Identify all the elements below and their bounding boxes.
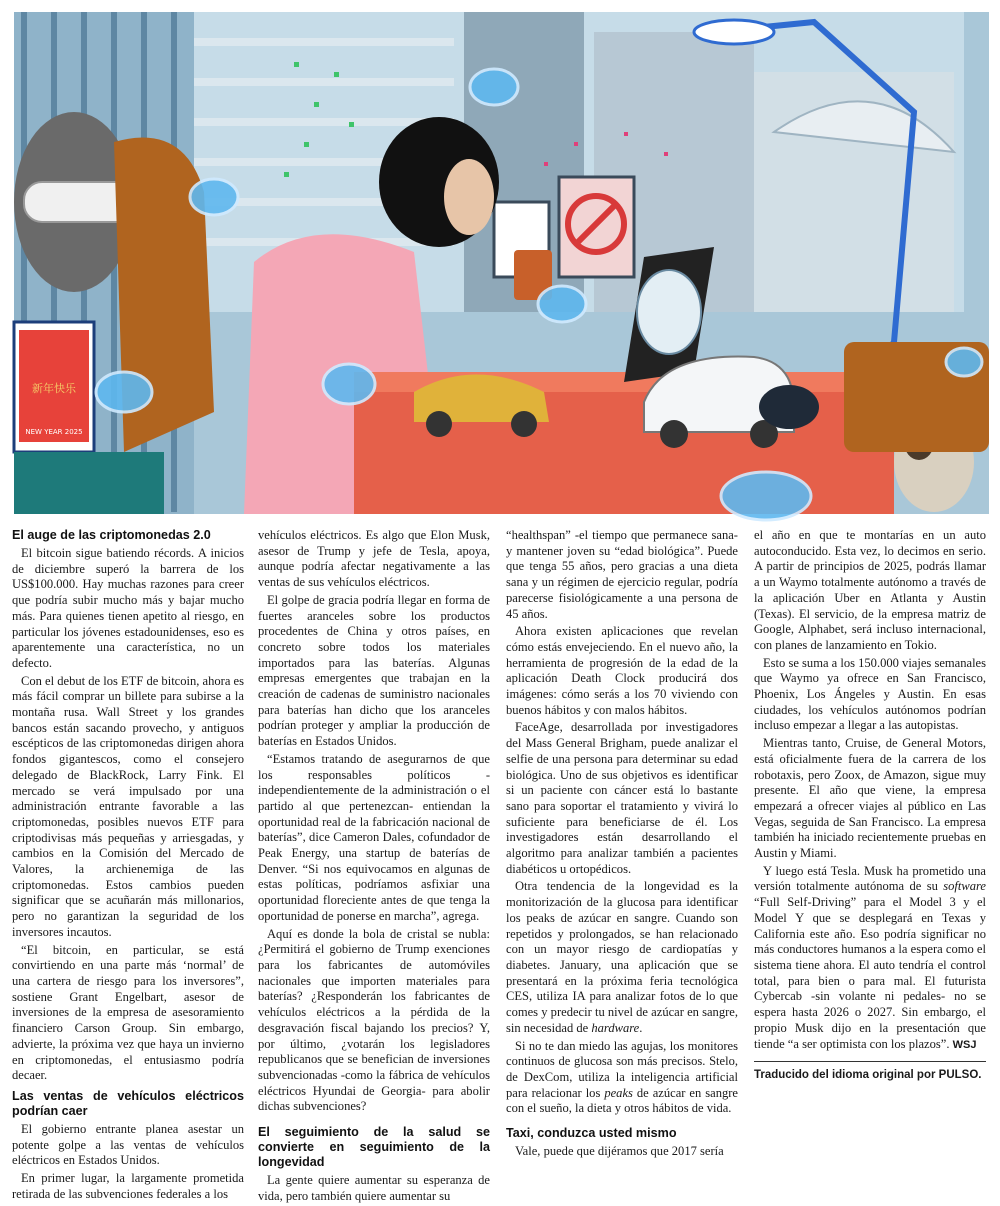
wsj-signoff: WSJ: [952, 1038, 977, 1051]
taxi-paragraph-1a: Vale, puede que dijéramos que 2017 sería: [515, 1144, 724, 1159]
health-p4-italic: hardware: [591, 1020, 640, 1035]
health-paragraph-1b: “healthspan” -el tiempo que permanece sana- y mantener joven su “edad biológica”. Puede que tenga 55 años, pero gracias a una dieta sana y un régimen de ejercicio regular, podría parecerse fisiológicamente a una persona de 45 años.: [506, 528, 738, 621]
robot-head: [637, 270, 701, 354]
crypto-paragraph-3: “El bitcoin, en particular, se está convirtiendo en una parte más ‘normal’ de una cartera de riesgo para los inversores”, sostiene Grant Engelbart, asesor de inversiones de la empresa de asesoramiento financiero Carson Group. Sin embargo, advierte, la próxima vez que haya un invierno en criptomonedas, el entusiasmo podría decaer.: [12, 942, 244, 1083]
side-table: [14, 452, 164, 514]
column-4: [754, 528, 986, 1082]
ev-paragraph-5: Aquí es donde la bola de cristal se nubla: ¿Permitirá el gobierno de Trump exenciones para los fabricantes de automóviles nacionales que importen materiales para baterías? ¿Responderán los fabricantes de vehículos eléctricos a la pérdida de la desgravación fiscal bajando los precios? Y, por último, ¿votarán los legisladores republicanos que se benefician de inversiones subvencionadas -como la fábrica de vehículos eléctricos Hyundai de Georgia- para abolir dichas subvenciones?: [258, 926, 490, 1114]
ev-paragraph-2b: vehículos eléctricos. Es algo que Elon Musk, asesor de Trump y jefe de Tesla, apoya, aunque podría afectar negativamente a las ventas de sus vehículos eléctricos.: [258, 528, 490, 590]
ev-paragraph-3: El golpe de gracia podría llegar en forma de fuertes aranceles sobre los productos procedentes de China y otros países, en concreto sobre todos los materiales importados para las baterías. Algunas empresas emergentes que trabajan en la creación de cadenas de suministro nacionales para baterías han dicho que los aranceles podrían proteger y ampliar la producción de baterías en Estados Unidos.: [258, 592, 490, 749]
column-2: [258, 528, 490, 1206]
taxi-paragraph-4: [754, 864, 986, 1053]
health-paragraph-2: Ahora existen aplicaciones que revelan cómo estás envejeciendo. En el nuevo año, la herramienta de progresión de la edad de la aplicación Death Clock producirá dos imágenes: cómo serás a los 70 viviendo con buenos hábitos y con malos hábitos.: [506, 624, 738, 717]
laptop-glyphs: 新年快乐: [32, 382, 76, 395]
health-p5-text-a: Si no te dan miedo las agujas, los monitores continuos de glucosa son más precisos. Stelo, de DexCom, utiliza la inteligencia artificial para relacionar los: [506, 1038, 738, 1100]
ev-paragraph-2a: En primer lugar, la largamente prometida retirada de las subvenciones federales a los: [12, 1171, 244, 1201]
taxi-p4-text-b: “Full Self-Driving” para el Model 3 y el Model Y que se desplegará en Texas y California este año. Eso podría significar no más conductores humanos a la espera como el sistema tiene ahora. El auto tendría el control total, para bien o para mal. El futurista Cybercab -sin volante ni pedales- no se espera hasta 2026 o 2027. Sin embargo, el propio Musk dijo en la presentación que tiende “a ser optimista con los plazos”.: [754, 895, 986, 1051]
translation-credit: Traducido del idioma original por PULSO.: [754, 1069, 982, 1082]
smart-speaker: [759, 385, 819, 429]
ev-heading: Las ventas de vehículos eléctricos podrían caer: [12, 1088, 244, 1118]
health-paragraph-5: [506, 1039, 738, 1118]
article-illustration: [14, 12, 989, 514]
health-heading: El seguimiento de la salud se convierte en seguimiento de la longevidad: [258, 1125, 490, 1170]
taxi-paragraph-1b: el año en que te montarías en un auto autoconducido. Esta vez, lo decimos en serio. A partir de principios de 2025, podrás llamar a un Waymo totalmente autónomo a través de la aplicación Uber en Atlanta y Austin (Texas). El servicio, de la empresa matriz de Google, Alphabet, será incluso internacional, con planes de lanzamiento en Tokio.: [754, 528, 986, 652]
health-p5-italic: peaks: [604, 1085, 633, 1100]
ev-paragraph-1: El gobierno entrante planea asestar un potente golpe a las ventas de vehículos eléctricos en Estados Unidos.: [12, 1121, 244, 1168]
taxi-heading: Taxi, conduzca usted mismo: [506, 1126, 677, 1141]
health-paragraph-4: [506, 879, 738, 1036]
taxi-paragraph-2: Esto se suma a los 150.000 viajes semanales que Waymo ya ofrece en San Francisco, Phoenix, Los Ángeles y Austin. En esas ciudades, los vehículos autónomos podrían incluso empezar a llegar a las autopistas.: [754, 655, 987, 733]
crypto-heading: El auge de las criptomonedas 2.0: [12, 528, 211, 542]
taxi-p4-italic: software: [943, 879, 986, 894]
credit-divider: [754, 1061, 986, 1062]
taxi-p4-text-a: Y luego está Tesla. Musk ha prometido una versión totalmente autónoma de su: [754, 863, 986, 894]
column-3: [506, 528, 738, 1162]
health-paragraph-1a: La gente quiere aumentar su esperanza de vida, pero también quiere aumentar su: [258, 1173, 490, 1203]
column-1: [12, 528, 244, 1204]
health-paragraph-3: FaceAge, desarrollada por investigadores del Mass General Brigham, puede analizar el selfie de una persona para determinar su edad biológica. Uno de sus objetivos es identificar si un paciente con cáncer está lo bastante sano para soportar el tratamiento y vivirá lo suficiente para beneficiarse de él. Los investigadores están desarrollando el algoritmo para analizar también a pacientes diabéticos u ortopédicos.: [506, 720, 738, 876]
crypto-paragraph-2: Con el debut de los ETF de bitcoin, ahora es más fácil comprar un billete para subirse a la montaña rusa. Wall Street y los grandes bancos están sacando provecho, y antiguos escépticos de las criptomonedas dirigen ahora fondos gigantescos, como el consejero delegado de BlackRock, Larry Fink. El mercado se verá impulsado por una administración entrante favorable a las criptomonedas, posibles nuevos ETF para criptodivisas más pequeñas y arriesgadas, y cambios en la Comisión del Mercado de Valores, la archienemiga de las criptomonedas. Estos cambios pueden significar que se acuñarán más millonarios, pero no garantizan la seguridad de los inversores incautos.: [12, 673, 245, 939]
woman-face: [444, 159, 494, 235]
ev-paragraph-4: “Estamos tratando de asegurarnos de que los responsables políticos -independientemente de la administración o el partido al que pertenezcan- entiendan la oportunidad real de la fabricación nacional de baterías”, dice Cameron Dales, cofundador de Peak Energy, una startup de baterías de Denver. “Si nos equivocamos en algunas de estas políticas, podríamos asfixiar una oportunidad floreciente antes de que tenga la oportunidad de ponerse en marcha”, agrega.: [258, 751, 490, 923]
health-p4-text: Otra tendencia de la longevidad es la monitorización de la glucosa para identificar los peaks de azúcar en sangre. Cuando son repetidos y prolongados, se han relacionado con un mayor riesgo de cardiopatías y diabetes. January, una aplicación que se presentará en la próxima feria tecnológica CES, utiliza IA para analizar fotos de lo que comes y predecir tu nivel de azúcar en sangre, sin necesidad de: [506, 879, 738, 1035]
illustration-svg: [14, 12, 989, 514]
laptop-new-year-text: NEW YEAR 2025: [25, 428, 83, 436]
crypto-paragraph-1: El bitcoin sigue batiendo récords. A inicios de diciembre superó la barrera de los US$100.000. Hay muchas razones para creer que podría subir mucho más y bajar mucho más. Para quienes tienen apetito al riesgo, en particular los jóvenes estadounidenses, eso es aparentemente una característica, no un defecto.: [12, 546, 244, 670]
taxi-paragraph-3: Mientras tanto, Cruise, de General Motors, está oficialmente fuera de la carrera de los robotaxis, pero Zoox, de Amazon, sigue muy presente. El año que viene, la empresa empezará a ofrecer viajes al público en Las Vegas, seguida de San Francisco. La empresa también ha iniciado recientemente pruebas en Austin y Miami.: [754, 736, 986, 861]
health-p5-text-b: de azúcar en sangre con el sueño, la dieta y otros hábitos de vida.: [506, 1085, 738, 1116]
health-p4-end: .: [639, 1020, 643, 1035]
